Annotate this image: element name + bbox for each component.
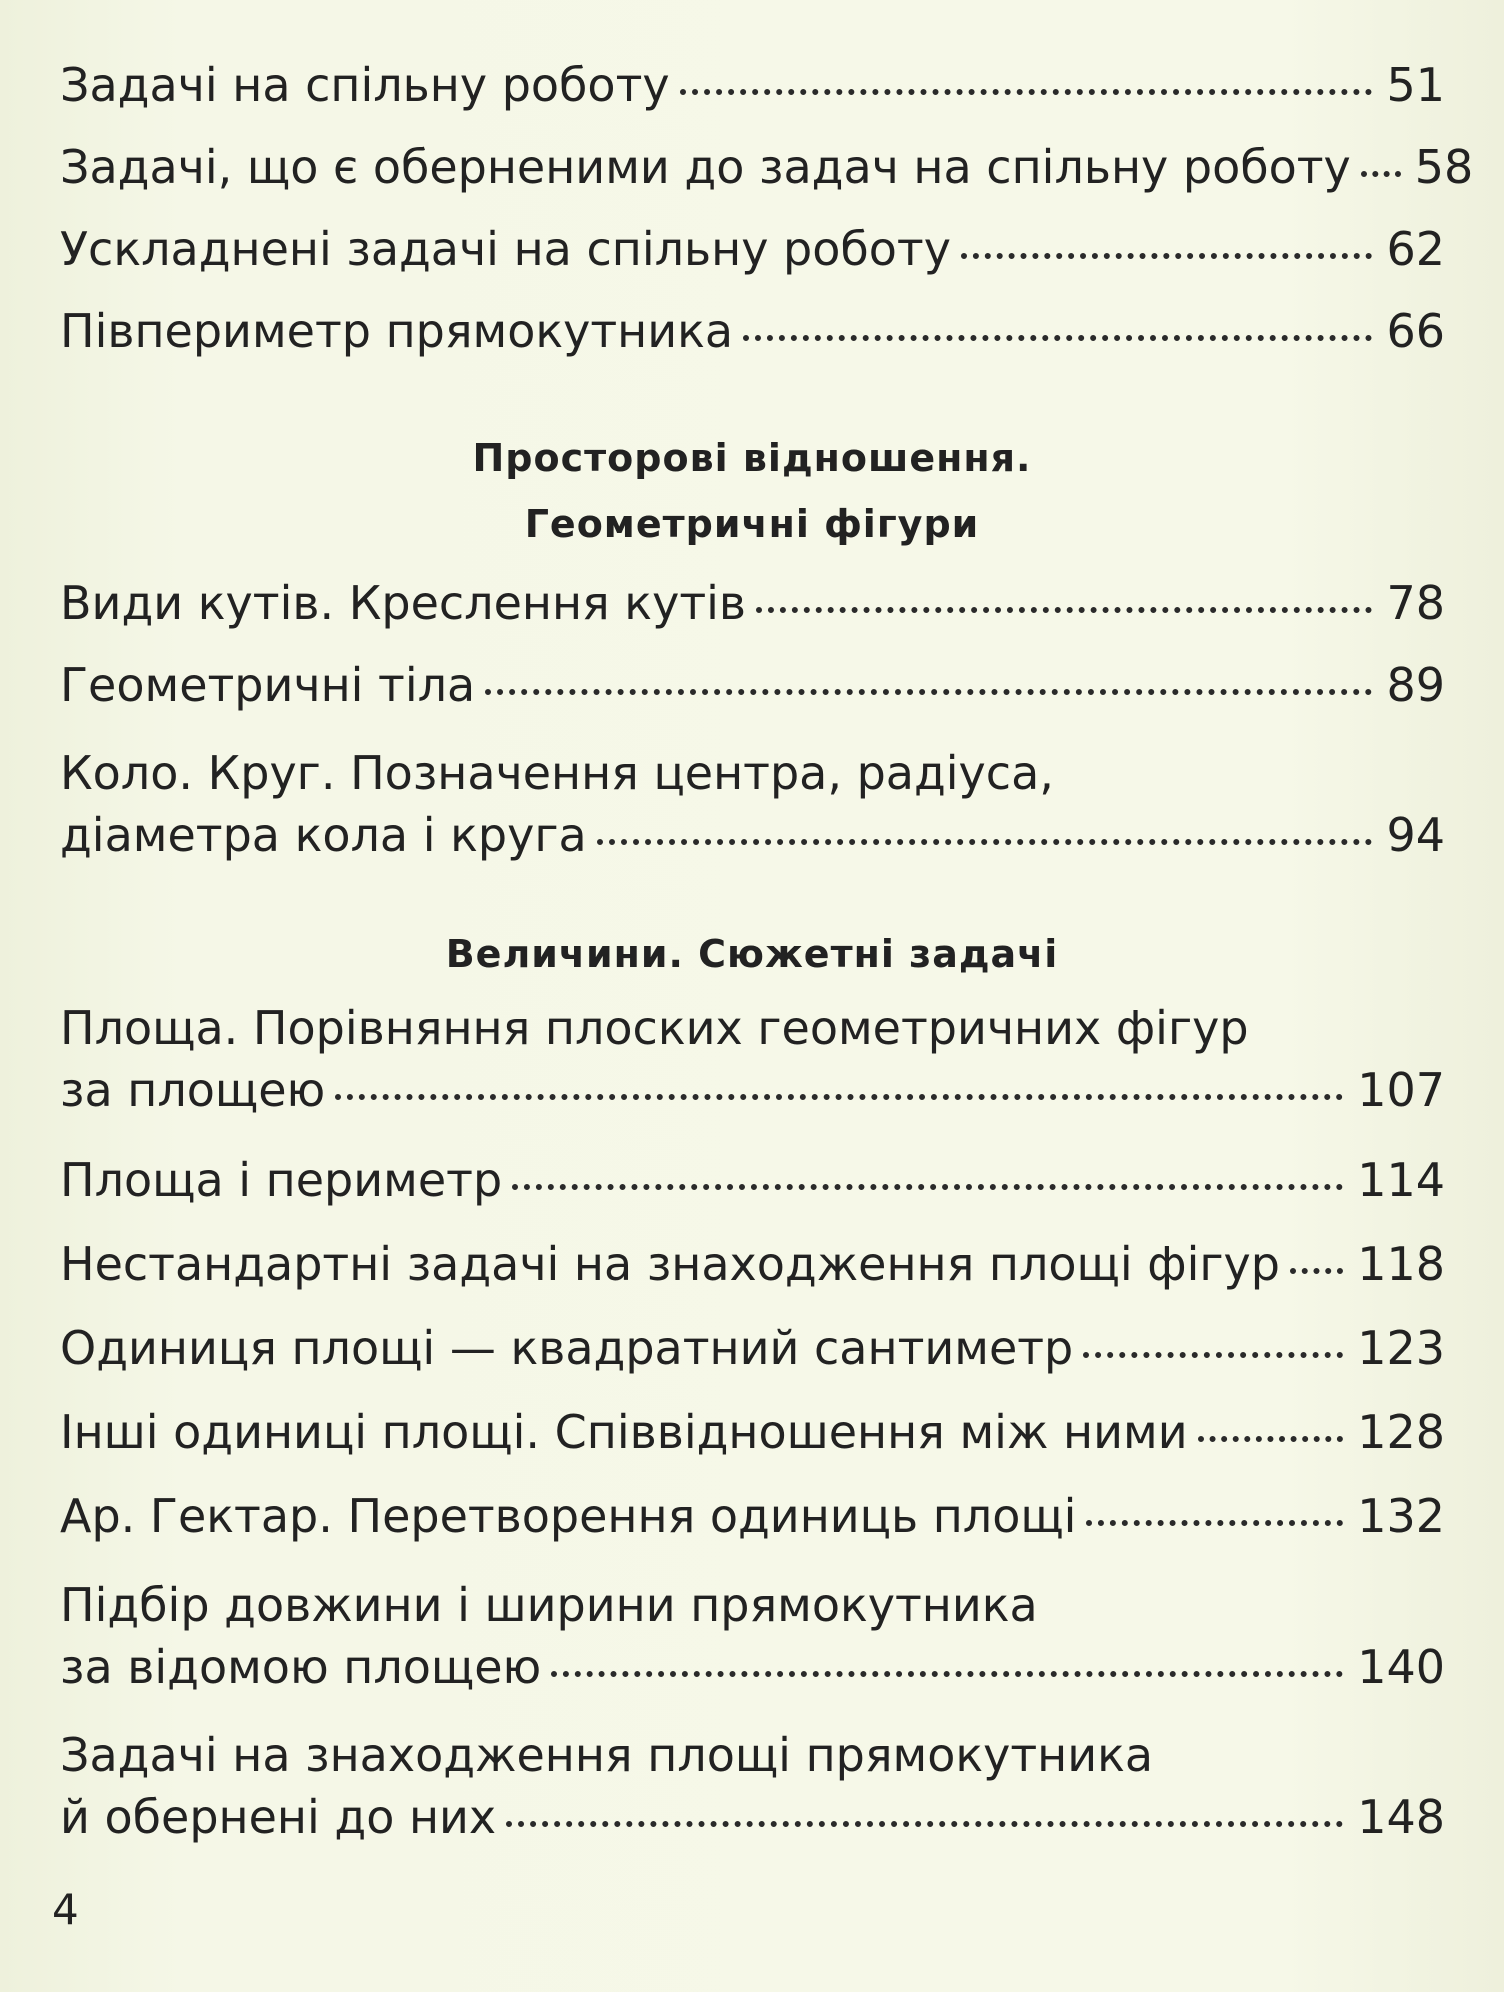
toc-entry	[60, 658, 1445, 724]
toc-entry	[60, 58, 1445, 124]
toc-entry-title: Одиниця площі — квадратний сантиметр	[60, 1321, 1074, 1375]
toc-entry-title: Ускладнені задачі на спільну роботу	[60, 222, 951, 276]
toc-entry-page: 107	[1357, 1063, 1445, 1117]
toc-entry-title: Геометричні тіла	[60, 658, 476, 712]
toc-entry	[60, 1728, 1445, 1856]
toc-entry-page: 62	[1386, 222, 1445, 276]
toc-entry-title: Інші одиниці площі. Співвідношення між ними	[60, 1405, 1188, 1459]
toc-entry	[60, 1153, 1445, 1219]
toc-entry-page: 114	[1357, 1153, 1445, 1207]
dot-leader	[961, 253, 1373, 259]
section-heading: Просторові відношення.	[472, 436, 1032, 480]
toc-entry-page: 132	[1357, 1489, 1445, 1543]
toc-entry-title: за відомою площею	[60, 1640, 542, 1694]
toc-entry-title: Ар. Гектар. Перетворення одиниць площі	[60, 1489, 1077, 1543]
toc-entry-page: 128	[1357, 1405, 1445, 1459]
toc-entry-title-line1: Коло. Круг. Позначення центра, радіуса,	[60, 746, 1054, 800]
toc-entry	[60, 1405, 1445, 1471]
toc-entry-title: Види кутів. Креслення кутів	[60, 576, 747, 630]
toc-entry-title-line1: Задачі на знаходження площі прямокутника	[60, 1728, 1154, 1782]
toc-entry-page: 51	[1386, 58, 1445, 112]
dot-leader	[1361, 171, 1401, 177]
toc-entry	[60, 746, 1445, 874]
section-heading: Геометричні фігури	[524, 502, 980, 546]
toc-entry-title-line1: Підбір довжини і ширини прямокутника	[60, 1578, 1038, 1632]
dot-leader	[485, 689, 1372, 695]
toc-entry	[60, 222, 1445, 288]
toc-entry	[60, 576, 1445, 642]
toc-entry-page: 89	[1386, 658, 1445, 712]
toc-entry-page: 78	[1386, 576, 1445, 630]
dot-leader	[1086, 1520, 1343, 1526]
page-number: 4	[52, 1885, 79, 1934]
dot-leader	[551, 1671, 1343, 1677]
toc-entry-page: 148	[1357, 1790, 1445, 1844]
toc-entry	[60, 1489, 1445, 1555]
dot-leader	[1198, 1436, 1344, 1442]
toc-entry-page: 58	[1414, 140, 1474, 194]
toc-entry-page: 94	[1386, 808, 1445, 862]
toc-entry	[60, 1237, 1445, 1303]
toc-entry-title: Задачі на спільну роботу	[60, 58, 670, 112]
toc-entry-title: й обернені до них	[60, 1790, 497, 1844]
toc-entry	[60, 140, 1474, 206]
toc-entry-title: Нестандартні задачі на знаходження площі фігур	[60, 1237, 1280, 1291]
toc-entry-title: за площею	[60, 1063, 326, 1117]
toc-entry-title: діаметра кола і круга	[60, 808, 587, 862]
toc-entry	[60, 1578, 1445, 1706]
toc-entry-title-line1: Площа. Порівняння плоских геометричних фігур	[60, 1001, 1249, 1055]
dot-leader	[680, 89, 1373, 95]
dot-leader	[756, 607, 1372, 613]
dot-leader	[506, 1821, 1343, 1827]
toc-entry-title: Задачі, що є оберненими до задач на спільну роботу	[60, 140, 1351, 194]
toc-entry-page: 118	[1357, 1237, 1445, 1291]
dot-leader	[1083, 1352, 1343, 1358]
toc-entry-page: 123	[1357, 1321, 1445, 1375]
toc-entry-page: 140	[1357, 1640, 1445, 1694]
toc-entry	[60, 304, 1445, 370]
dot-leader	[743, 335, 1372, 341]
section-heading: Величини. Сюжетні задачі	[445, 932, 1059, 976]
dot-leader	[1290, 1268, 1343, 1274]
dot-leader	[597, 839, 1373, 845]
toc-entry-page: 66	[1386, 304, 1445, 358]
dot-leader	[335, 1094, 1343, 1100]
dot-leader	[512, 1184, 1343, 1190]
toc-entry-title: Площа і периметр	[60, 1153, 503, 1207]
toc-entry	[60, 1321, 1445, 1387]
toc-entry	[60, 1001, 1445, 1129]
toc-entry-title: Півпериметр прямокутника	[60, 304, 734, 358]
